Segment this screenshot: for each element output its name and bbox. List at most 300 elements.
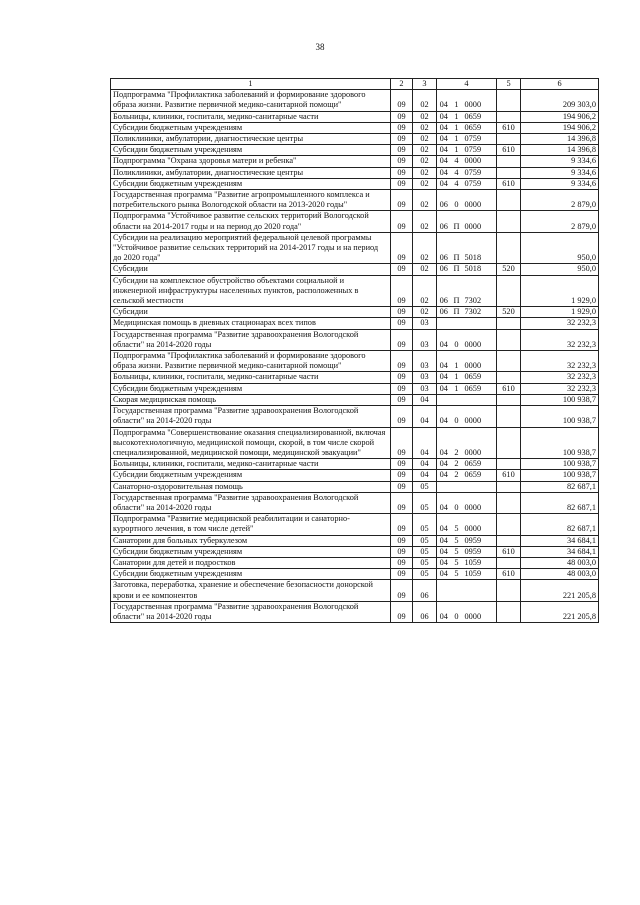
cell-a: 04 [437,557,451,568]
cell-name: Подпрограмма "Профилактика заболеваний и формирование здорового образа жизни. Развитие первичной медико-санитарной помощи" [111,90,391,111]
cell-vr [497,190,521,211]
cell-c [463,318,497,329]
cell-rz: 09 [391,459,413,470]
cell-rz: 09 [391,481,413,492]
cell-vr [497,351,521,372]
cell-b: П [451,275,463,307]
cell-name: Больницы, клиники, госпитали, медико-санитарные части [111,111,391,122]
cell-b: 1 [451,111,463,122]
cell-a: 04 [437,427,451,459]
cell-vr [497,111,521,122]
cell-vr [497,318,521,329]
cell-rz: 09 [391,470,413,481]
cell-c: 0959 [463,535,497,546]
cell-name: Скорая медицинская помощь [111,394,391,405]
cell-sum: 9 334,6 [521,178,599,189]
cell-rz: 09 [391,232,413,264]
cell-vr [497,275,521,307]
cell-rz: 09 [391,383,413,394]
cell-a: 04 [437,406,451,427]
table-row [111,481,599,492]
cell-pr: 02 [413,122,437,133]
cell-pr: 02 [413,156,437,167]
cell-rz: 09 [391,329,413,350]
cell-b: 0 [451,601,463,622]
table-row [111,275,599,307]
cell-c: 0000 [463,406,497,427]
cell-sum: 1 929,0 [521,307,599,318]
cell-c: 5018 [463,264,497,275]
cell-sum: 2 879,0 [521,211,599,232]
cell-a: 04 [437,470,451,481]
cell-vr: 610 [497,178,521,189]
cell-b: 1 [451,372,463,383]
cell-a [437,481,451,492]
cell-sum: 1 929,0 [521,275,599,307]
cell-vr [497,481,521,492]
cell-a: 06 [437,190,451,211]
cell-a: 04 [437,514,451,535]
cell-pr: 03 [413,329,437,350]
cell-pr: 02 [413,145,437,156]
cell-a: 06 [437,232,451,264]
cell-b: 2 [451,459,463,470]
table-row [111,459,599,470]
cell-c: 0000 [463,427,497,459]
table-row [111,90,599,111]
cell-rz: 09 [391,318,413,329]
cell-c: 1059 [463,569,497,580]
table-row [111,383,599,394]
table-row [111,190,599,211]
cell-name: Подпрограмма "Охрана здоровья матери и ребенка" [111,156,391,167]
cell-vr [497,514,521,535]
cell-b: 4 [451,178,463,189]
cell-c: 0659 [463,111,497,122]
cell-c: 0000 [463,492,497,513]
cell-rz: 09 [391,178,413,189]
cell-sum: 48 003,0 [521,557,599,568]
cell-c: 0000 [463,211,497,232]
header-cell: 6 [521,79,599,90]
cell-vr [497,535,521,546]
cell-a: 04 [437,601,451,622]
cell-pr: 03 [413,372,437,383]
cell-vr [497,134,521,145]
cell-b: 5 [451,535,463,546]
cell-pr: 05 [413,514,437,535]
cell-name: Медицинская помощь в дневных стационарах всех типов [111,318,391,329]
cell-pr: 03 [413,318,437,329]
cell-rz: 09 [391,122,413,133]
cell-c: 0759 [463,145,497,156]
cell-sum: 32 232,3 [521,318,599,329]
cell-vr [497,406,521,427]
cell-name: Субсидии [111,307,391,318]
cell-pr: 05 [413,481,437,492]
table-row [111,134,599,145]
cell-vr [497,156,521,167]
cell-a: 04 [437,535,451,546]
cell-rz: 09 [391,535,413,546]
cell-name: Подпрограмма "Совершенствование оказания специализированной, включая высокотехнологичную, медицинской помощи, скорой, в том числе скорой специализированной, медицинской помощи, медицинской эвакуации" [111,427,391,459]
cell-sum: 82 687,1 [521,514,599,535]
cell-vr [497,459,521,470]
cell-a: 04 [437,492,451,513]
cell-pr: 02 [413,178,437,189]
cell-b: 4 [451,167,463,178]
cell-name: Санатории для детей и подростков [111,557,391,568]
cell-c: 1059 [463,557,497,568]
cell-pr: 06 [413,601,437,622]
cell-sum: 100 938,7 [521,394,599,405]
cell-vr [497,167,521,178]
table-row [111,427,599,459]
table-row [111,546,599,557]
cell-pr: 02 [413,275,437,307]
cell-name: Санаторно-оздоровительная помощь [111,481,391,492]
cell-b: 0 [451,329,463,350]
cell-sum: 194 906,2 [521,122,599,133]
cell-sum: 221 205,8 [521,580,599,601]
cell-vr [497,601,521,622]
cell-a: 04 [437,459,451,470]
cell-c: 0659 [463,122,497,133]
cell-sum: 100 938,7 [521,406,599,427]
cell-sum: 32 232,3 [521,383,599,394]
cell-b: 0 [451,190,463,211]
cell-a: 04 [437,383,451,394]
cell-sum: 32 232,3 [521,372,599,383]
cell-rz: 09 [391,90,413,111]
cell-b: 2 [451,427,463,459]
cell-c: 0659 [463,383,497,394]
cell-c [463,481,497,492]
cell-rz: 09 [391,569,413,580]
cell-pr: 05 [413,569,437,580]
cell-rz: 09 [391,145,413,156]
cell-rz: 09 [391,372,413,383]
cell-name: Государственная программа "Развитие здравоохранения Вологодской области" на 2014-2020 годы [111,329,391,350]
cell-sum: 9 334,6 [521,167,599,178]
cell-vr [497,492,521,513]
cell-name: Субсидии бюджетным учреждениям [111,546,391,557]
cell-pr: 04 [413,470,437,481]
cell-c: 0659 [463,459,497,470]
cell-rz: 09 [391,546,413,557]
cell-a: 06 [437,307,451,318]
cell-b: 1 [451,134,463,145]
cell-b [451,481,463,492]
cell-name: Субсидии бюджетным учреждениям [111,470,391,481]
table-row [111,557,599,568]
table-row [111,372,599,383]
cell-vr [497,394,521,405]
cell-rz: 09 [391,394,413,405]
table-row [111,351,599,372]
cell-b [451,394,463,405]
header-row [111,79,599,90]
cell-name: Субсидии [111,264,391,275]
table-row [111,535,599,546]
cell-b [451,318,463,329]
cell-name: Подпрограмма "Развитие медицинской реабилитации и санаторно-курортного лечения, в том числе детей" [111,514,391,535]
cell-rz: 09 [391,427,413,459]
cell-name: Заготовка, переработка, хранение и обеспечение безопасности донорской крови и ее компонентов [111,580,391,601]
cell-sum: 34 684,1 [521,535,599,546]
table-row [111,178,599,189]
cell-pr: 05 [413,492,437,513]
cell-rz: 09 [391,211,413,232]
table-row [111,167,599,178]
cell-name: Государственная программа "Развитие агропромышленного комплекса и потребительского рынка Вологодской области на 2013-2020 годы" [111,190,391,211]
cell-a [437,580,451,601]
cell-pr: 03 [413,351,437,372]
cell-pr: 04 [413,406,437,427]
cell-name: Субсидии бюджетным учреждениям [111,569,391,580]
cell-vr: 520 [497,307,521,318]
cell-rz: 09 [391,601,413,622]
cell-sum: 9 334,6 [521,156,599,167]
cell-c [463,580,497,601]
table-row [111,329,599,350]
cell-rz: 09 [391,275,413,307]
cell-rz: 09 [391,111,413,122]
cell-c: 0659 [463,470,497,481]
cell-vr [497,372,521,383]
cell-c: 0759 [463,178,497,189]
cell-c: 0659 [463,372,497,383]
cell-vr [497,427,521,459]
cell-pr: 02 [413,307,437,318]
cell-c: 0000 [463,329,497,350]
cell-c: 0959 [463,546,497,557]
cell-sum: 950,0 [521,232,599,264]
cell-rz: 09 [391,514,413,535]
cell-name: Субсидии бюджетным учреждениям [111,178,391,189]
cell-b [451,580,463,601]
cell-vr [497,329,521,350]
cell-b: 5 [451,557,463,568]
cell-rz: 09 [391,156,413,167]
header-cell: 1 [111,79,391,90]
cell-c: 5018 [463,232,497,264]
cell-name: Государственная программа "Развитие здравоохранения Вологодской области" на 2014-2020 годы [111,406,391,427]
cell-a: 04 [437,178,451,189]
table-row [111,264,599,275]
cell-a: 04 [437,167,451,178]
cell-vr: 610 [497,546,521,557]
cell-a: 04 [437,145,451,156]
cell-vr: 610 [497,569,521,580]
cell-c: 0759 [463,167,497,178]
cell-vr: 520 [497,264,521,275]
cell-a: 06 [437,264,451,275]
cell-sum: 82 687,1 [521,481,599,492]
table-row [111,601,599,622]
cell-c: 0000 [463,156,497,167]
cell-b: 5 [451,514,463,535]
cell-vr [497,211,521,232]
cell-pr: 04 [413,459,437,470]
cell-pr: 04 [413,427,437,459]
cell-name: Подпрограмма "Профилактика заболеваний и формирование здорового образа жизни. Развитие первичной медико-санитарной помощи" [111,351,391,372]
cell-vr [497,232,521,264]
cell-pr: 05 [413,557,437,568]
cell-rz: 09 [391,167,413,178]
cell-b: П [451,232,463,264]
cell-pr: 02 [413,211,437,232]
header-cell: 3 [413,79,437,90]
cell-b: П [451,264,463,275]
cell-vr: 610 [497,383,521,394]
header-cell: 2 [391,79,413,90]
cell-c: 0000 [463,190,497,211]
cell-pr: 02 [413,90,437,111]
table-row [111,492,599,513]
cell-name: Субсидии бюджетным учреждениям [111,383,391,394]
cell-pr: 02 [413,264,437,275]
budget-table [110,78,599,623]
cell-name: Поликлиники, амбулатории, диагностические центры [111,167,391,178]
cell-a: 04 [437,351,451,372]
cell-sum: 14 396,8 [521,145,599,156]
cell-rz: 09 [391,351,413,372]
cell-a: 04 [437,111,451,122]
cell-a: 04 [437,122,451,133]
cell-a: 04 [437,569,451,580]
cell-rz: 09 [391,557,413,568]
cell-name: Поликлиники, амбулатории, диагностические центры [111,134,391,145]
cell-pr: 02 [413,134,437,145]
cell-name: Больницы, клиники, госпитали, медико-санитарные части [111,459,391,470]
table-row [111,514,599,535]
table-row [111,145,599,156]
cell-b: 0 [451,406,463,427]
cell-rz: 09 [391,190,413,211]
cell-rz: 09 [391,580,413,601]
cell-b: П [451,211,463,232]
cell-a: 04 [437,546,451,557]
cell-c: 0000 [463,514,497,535]
table-row [111,580,599,601]
table-row [111,232,599,264]
cell-b: 2 [451,470,463,481]
table-row [111,569,599,580]
cell-pr: 02 [413,232,437,264]
cell-a: 04 [437,134,451,145]
cell-vr [497,580,521,601]
cell-sum: 100 938,7 [521,470,599,481]
cell-b: 1 [451,122,463,133]
cell-sum: 194 906,2 [521,111,599,122]
cell-c: 0000 [463,90,497,111]
cell-rz: 09 [391,406,413,427]
cell-vr [497,557,521,568]
table-row [111,211,599,232]
cell-pr: 02 [413,167,437,178]
cell-c: 7302 [463,307,497,318]
cell-name: Подпрограмма "Устойчивое развитие сельских территорий Вологодской области на 2014-2017 годы и на период до 2020 года" [111,211,391,232]
cell-name: Государственная программа "Развитие здравоохранения Вологодской области" на 2014-2020 годы [111,492,391,513]
cell-sum: 100 938,7 [521,459,599,470]
cell-pr: 05 [413,546,437,557]
cell-sum: 2 879,0 [521,190,599,211]
table-row [111,122,599,133]
table-row [111,394,599,405]
cell-sum: 34 684,1 [521,546,599,557]
cell-c: 0000 [463,351,497,372]
cell-name: Субсидии бюджетным учреждениям [111,145,391,156]
cell-sum: 32 232,3 [521,329,599,350]
cell-sum: 14 396,8 [521,134,599,145]
cell-rz: 09 [391,492,413,513]
cell-sum: 221 205,8 [521,601,599,622]
cell-b: 1 [451,383,463,394]
table-row [111,111,599,122]
cell-b: 4 [451,156,463,167]
cell-vr [497,90,521,111]
cell-rz: 09 [391,134,413,145]
cell-b: 0 [451,492,463,513]
cell-name: Субсидии на реализацию мероприятий федеральной целевой программы "Устойчивое развитие сельских территорий на 2014-2017 годы и на период до 2020 года" [111,232,391,264]
cell-b: 5 [451,569,463,580]
cell-a: 06 [437,211,451,232]
cell-a: 04 [437,156,451,167]
cell-c: 0000 [463,601,497,622]
cell-a: 04 [437,329,451,350]
cell-name: Санатории для больных туберкулезом [111,535,391,546]
cell-pr: 06 [413,580,437,601]
table-row [111,318,599,329]
cell-c: 0759 [463,134,497,145]
cell-rz: 09 [391,264,413,275]
cell-b: П [451,307,463,318]
cell-sum: 32 232,3 [521,351,599,372]
cell-pr: 05 [413,535,437,546]
header-cell: 5 [497,79,521,90]
cell-b: 5 [451,546,463,557]
cell-name: Субсидии на комплексное обустройство объектами социальной и инженерной инфраструктуры населенных пунктов, расположенных в сельской местности [111,275,391,307]
cell-name: Больницы, клиники, госпитали, медико-санитарные части [111,372,391,383]
table-row [111,156,599,167]
cell-vr: 610 [497,470,521,481]
cell-pr: 03 [413,383,437,394]
cell-sum: 950,0 [521,264,599,275]
cell-c [463,394,497,405]
table-row [111,307,599,318]
cell-a [437,318,451,329]
table-row [111,406,599,427]
cell-b: 1 [451,351,463,372]
cell-sum: 100 938,7 [521,427,599,459]
cell-name: Государственная программа "Развитие здравоохранения Вологодской области" на 2014-2020 годы [111,601,391,622]
cell-sum: 209 303,0 [521,90,599,111]
cell-name: Субсидии бюджетным учреждениям [111,122,391,133]
page-number: 38 [315,42,325,52]
cell-a: 04 [437,372,451,383]
cell-pr: 02 [413,190,437,211]
cell-pr: 04 [413,394,437,405]
cell-sum: 48 003,0 [521,569,599,580]
cell-vr: 610 [497,122,521,133]
cell-a [437,394,451,405]
cell-rz: 09 [391,307,413,318]
cell-b: 1 [451,90,463,111]
cell-b: 1 [451,145,463,156]
header-cell: 4 [437,79,497,90]
table-row [111,470,599,481]
